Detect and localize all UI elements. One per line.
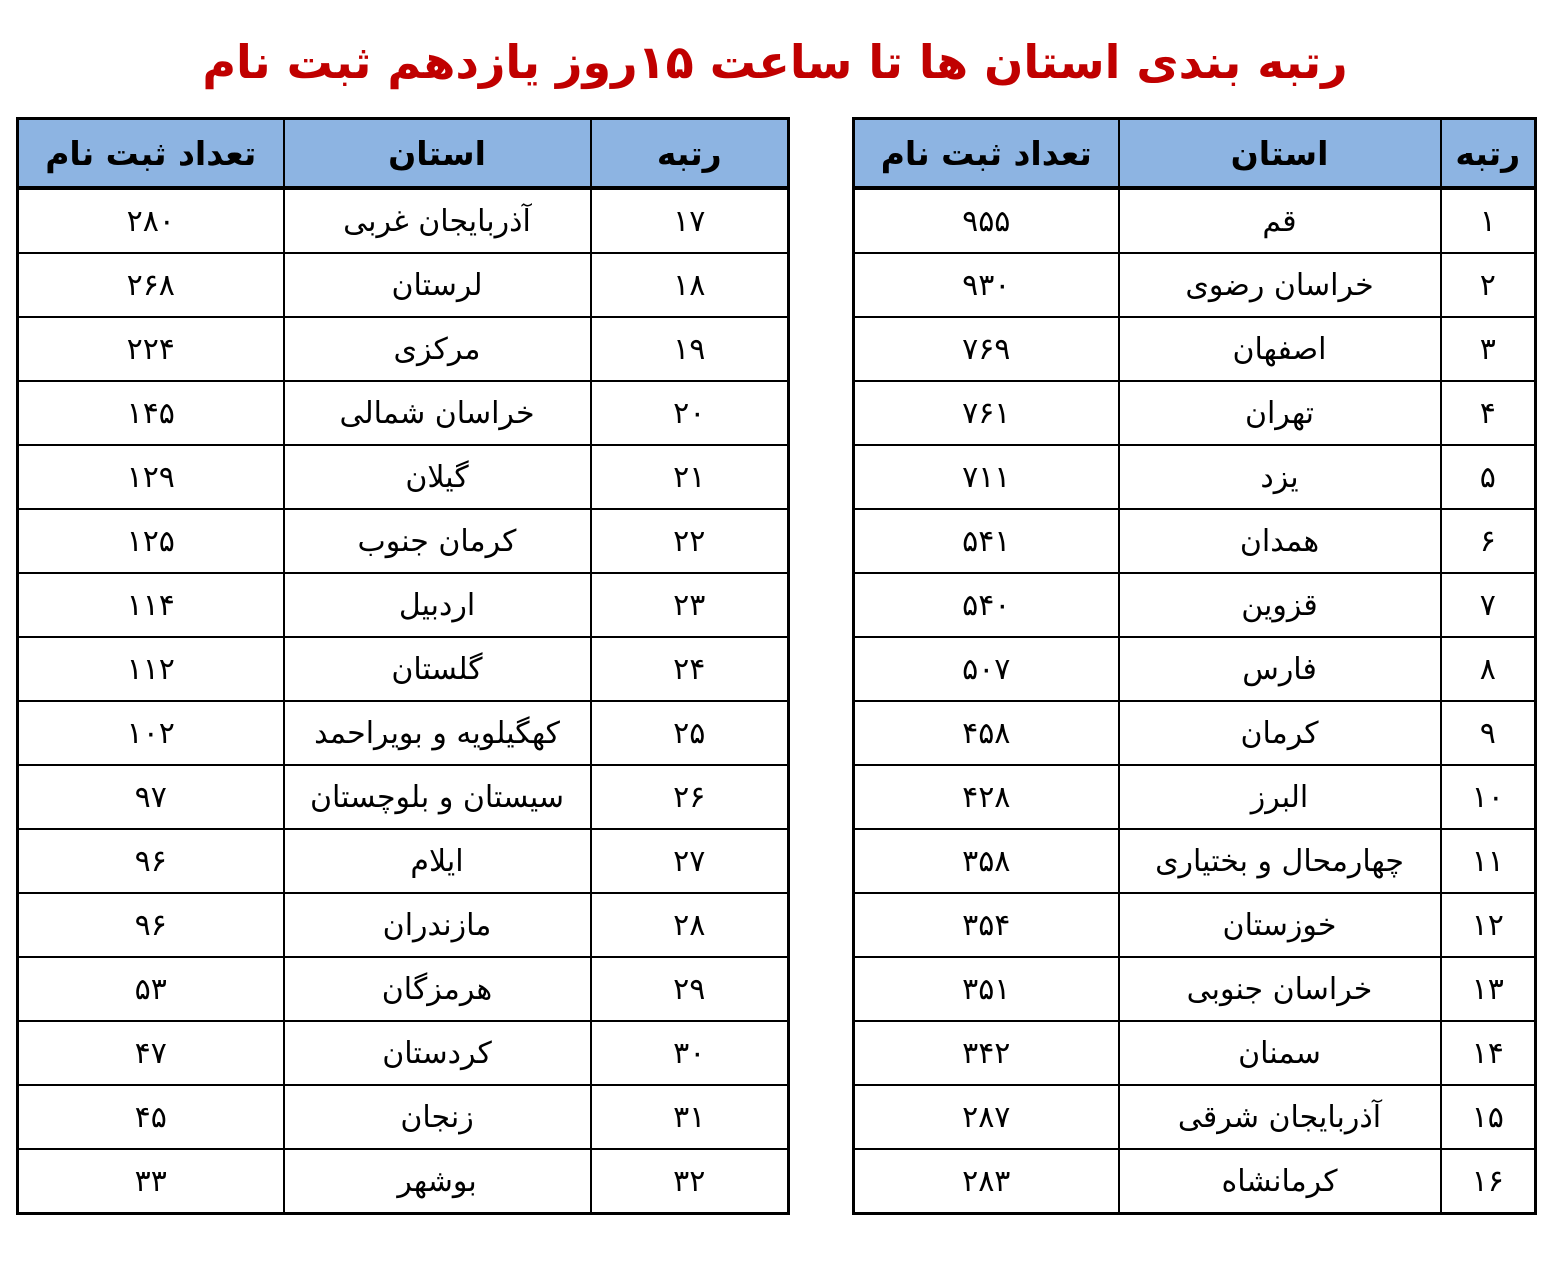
table-row bbox=[18, 893, 789, 957]
table-row bbox=[854, 317, 1536, 381]
rank-cell: ۱۲ bbox=[1441, 893, 1536, 957]
province-cell: تهران bbox=[1119, 381, 1441, 445]
count-cell: ۹۶ bbox=[18, 829, 284, 893]
table-row bbox=[854, 1021, 1536, 1085]
table-row bbox=[854, 509, 1536, 573]
table-row bbox=[18, 829, 789, 893]
count-cell: ۱۰۲ bbox=[18, 701, 284, 765]
rank-cell: ۲۶ bbox=[591, 765, 789, 829]
count-cell: ۱۲۹ bbox=[18, 445, 284, 509]
table-row bbox=[854, 1149, 1536, 1214]
table-row bbox=[854, 893, 1536, 957]
count-cell: ۵۰۷ bbox=[854, 637, 1119, 701]
count-cell: ۴۲۸ bbox=[854, 765, 1119, 829]
province-cell: آذربایجان شرقی bbox=[1119, 1085, 1441, 1149]
province-cell: کردستان bbox=[284, 1021, 591, 1085]
count-cell: ۹۵۵ bbox=[854, 188, 1119, 253]
count-cell: ۳۳ bbox=[18, 1149, 284, 1214]
province-cell: آذربایجان غربی bbox=[284, 188, 591, 253]
count-cell: ۱۱۲ bbox=[18, 637, 284, 701]
rank-cell: ۲۳ bbox=[591, 573, 789, 637]
table-row bbox=[18, 1085, 789, 1149]
province-cell: سمنان bbox=[1119, 1021, 1441, 1085]
rank-cell: ۱۱ bbox=[1441, 829, 1536, 893]
table-row bbox=[854, 1085, 1536, 1149]
rank-cell: ۱۹ bbox=[591, 317, 789, 381]
province-cell: خراسان شمالی bbox=[284, 381, 591, 445]
province-cell: کرمان جنوب bbox=[284, 509, 591, 573]
count-cell: ۳۵۴ bbox=[854, 893, 1119, 957]
province-cell: اردبیل bbox=[284, 573, 591, 637]
province-cell: گلستان bbox=[284, 637, 591, 701]
table-row bbox=[18, 701, 789, 765]
count-cell: ۱۴۵ bbox=[18, 381, 284, 445]
header-province: استان bbox=[284, 119, 591, 189]
page-title: رتبه بندی استان ها تا ساعت ۱۵روز یازدهم ثبت نام bbox=[202, 35, 1348, 89]
table-row bbox=[854, 445, 1536, 509]
province-cell: خراسان رضوی bbox=[1119, 253, 1441, 317]
province-cell: کهگیلویه و بویراحمد bbox=[284, 701, 591, 765]
province-cell: کرمانشاه bbox=[1119, 1149, 1441, 1214]
table-row bbox=[854, 573, 1536, 637]
table-row bbox=[18, 573, 789, 637]
table-header-row bbox=[854, 119, 1536, 189]
rank-cell: ۱۵ bbox=[1441, 1085, 1536, 1149]
table-row bbox=[854, 829, 1536, 893]
count-cell: ۲۸۰ bbox=[18, 188, 284, 253]
rank-cell: ۱۷ bbox=[591, 188, 789, 253]
count-cell: ۹۳۰ bbox=[854, 253, 1119, 317]
count-cell: ۵۴۱ bbox=[854, 509, 1119, 573]
table-row bbox=[18, 188, 789, 253]
province-cell: مازندران bbox=[284, 893, 591, 957]
header-rank: رتبه bbox=[1441, 119, 1536, 189]
rank-cell: ۹ bbox=[1441, 701, 1536, 765]
rank-cell: ۱۶ bbox=[1441, 1149, 1536, 1214]
count-cell: ۹۷ bbox=[18, 765, 284, 829]
province-cell: قم bbox=[1119, 188, 1441, 253]
rank-cell: ۳ bbox=[1441, 317, 1536, 381]
header-rank: رتبه bbox=[591, 119, 789, 189]
count-cell: ۷۱۱ bbox=[854, 445, 1119, 509]
province-cell: گیلان bbox=[284, 445, 591, 509]
count-cell: ۳۵۸ bbox=[854, 829, 1119, 893]
table-row bbox=[18, 1149, 789, 1214]
count-cell: ۷۶۱ bbox=[854, 381, 1119, 445]
table-row bbox=[18, 637, 789, 701]
table-row bbox=[854, 957, 1536, 1021]
table-row bbox=[18, 381, 789, 445]
table-row bbox=[854, 253, 1536, 317]
table-row bbox=[854, 381, 1536, 445]
count-cell: ۲۸۷ bbox=[854, 1085, 1119, 1149]
province-cell: البرز bbox=[1119, 765, 1441, 829]
province-cell: زنجان bbox=[284, 1085, 591, 1149]
table-row bbox=[18, 765, 789, 829]
province-cell: لرستان bbox=[284, 253, 591, 317]
province-cell: همدان bbox=[1119, 509, 1441, 573]
rank-cell: ۱۸ bbox=[591, 253, 789, 317]
ranking-table-right bbox=[852, 117, 1537, 1215]
header-province: استان bbox=[1119, 119, 1441, 189]
rank-cell: ۲۱ bbox=[591, 445, 789, 509]
rank-cell: ۲ bbox=[1441, 253, 1536, 317]
count-cell: ۵۳ bbox=[18, 957, 284, 1021]
count-cell: ۲۶۸ bbox=[18, 253, 284, 317]
table-header-row bbox=[18, 119, 789, 189]
rank-cell: ۲۴ bbox=[591, 637, 789, 701]
province-cell: فارس bbox=[1119, 637, 1441, 701]
rank-cell: ۳۰ bbox=[591, 1021, 789, 1085]
ranking-table-left bbox=[16, 117, 790, 1215]
province-cell: هرمزگان bbox=[284, 957, 591, 1021]
province-cell: کرمان bbox=[1119, 701, 1441, 765]
rank-cell: ۲۲ bbox=[591, 509, 789, 573]
rank-cell: ۱۴ bbox=[1441, 1021, 1536, 1085]
province-cell: ایلام bbox=[284, 829, 591, 893]
count-cell: ۹۶ bbox=[18, 893, 284, 957]
count-cell: ۳۵۱ bbox=[854, 957, 1119, 1021]
rank-cell: ۵ bbox=[1441, 445, 1536, 509]
table-row bbox=[18, 445, 789, 509]
table-row bbox=[854, 701, 1536, 765]
table-row bbox=[18, 957, 789, 1021]
rank-cell: ۲۷ bbox=[591, 829, 789, 893]
table-row bbox=[18, 317, 789, 381]
header-count: تعداد ثبت نام bbox=[854, 119, 1119, 189]
rank-cell: ۲۸ bbox=[591, 893, 789, 957]
province-cell: خوزستان bbox=[1119, 893, 1441, 957]
rank-cell: ۴ bbox=[1441, 381, 1536, 445]
table-row bbox=[854, 188, 1536, 253]
province-cell: چهارمحال و بختیاری bbox=[1119, 829, 1441, 893]
rank-cell: ۷ bbox=[1441, 573, 1536, 637]
rank-cell: ۲۰ bbox=[591, 381, 789, 445]
table-row bbox=[18, 1021, 789, 1085]
count-cell: ۴۵ bbox=[18, 1085, 284, 1149]
rank-cell: ۱۰ bbox=[1441, 765, 1536, 829]
rank-cell: ۶ bbox=[1441, 509, 1536, 573]
count-cell: ۵۴۰ bbox=[854, 573, 1119, 637]
rank-cell: ۲۵ bbox=[591, 701, 789, 765]
rank-cell: ۳۱ bbox=[591, 1085, 789, 1149]
count-cell: ۲۸۳ bbox=[854, 1149, 1119, 1214]
province-cell: بوشهر bbox=[284, 1149, 591, 1214]
province-cell: سیستان و بلوچستان bbox=[284, 765, 591, 829]
count-cell: ۲۲۴ bbox=[18, 317, 284, 381]
province-cell: اصفهان bbox=[1119, 317, 1441, 381]
count-cell: ۳۴۲ bbox=[854, 1021, 1119, 1085]
province-cell: یزد bbox=[1119, 445, 1441, 509]
count-cell: ۷۶۹ bbox=[854, 317, 1119, 381]
table-row bbox=[18, 253, 789, 317]
rank-cell: ۱ bbox=[1441, 188, 1536, 253]
rank-cell: ۲۹ bbox=[591, 957, 789, 1021]
rank-cell: ۱۳ bbox=[1441, 957, 1536, 1021]
count-cell: ۱۱۴ bbox=[18, 573, 284, 637]
table-row bbox=[854, 765, 1536, 829]
count-cell: ۴۵۸ bbox=[854, 701, 1119, 765]
count-cell: ۴۷ bbox=[18, 1021, 284, 1085]
province-cell: قزوین bbox=[1119, 573, 1441, 637]
rank-cell: ۳۲ bbox=[591, 1149, 789, 1214]
table-row bbox=[854, 637, 1536, 701]
province-cell: خراسان جنوبی bbox=[1119, 957, 1441, 1021]
rank-cell: ۸ bbox=[1441, 637, 1536, 701]
header-count: تعداد ثبت نام bbox=[18, 119, 284, 189]
table-row bbox=[18, 509, 789, 573]
province-cell: مرکزی bbox=[284, 317, 591, 381]
count-cell: ۱۲۵ bbox=[18, 509, 284, 573]
